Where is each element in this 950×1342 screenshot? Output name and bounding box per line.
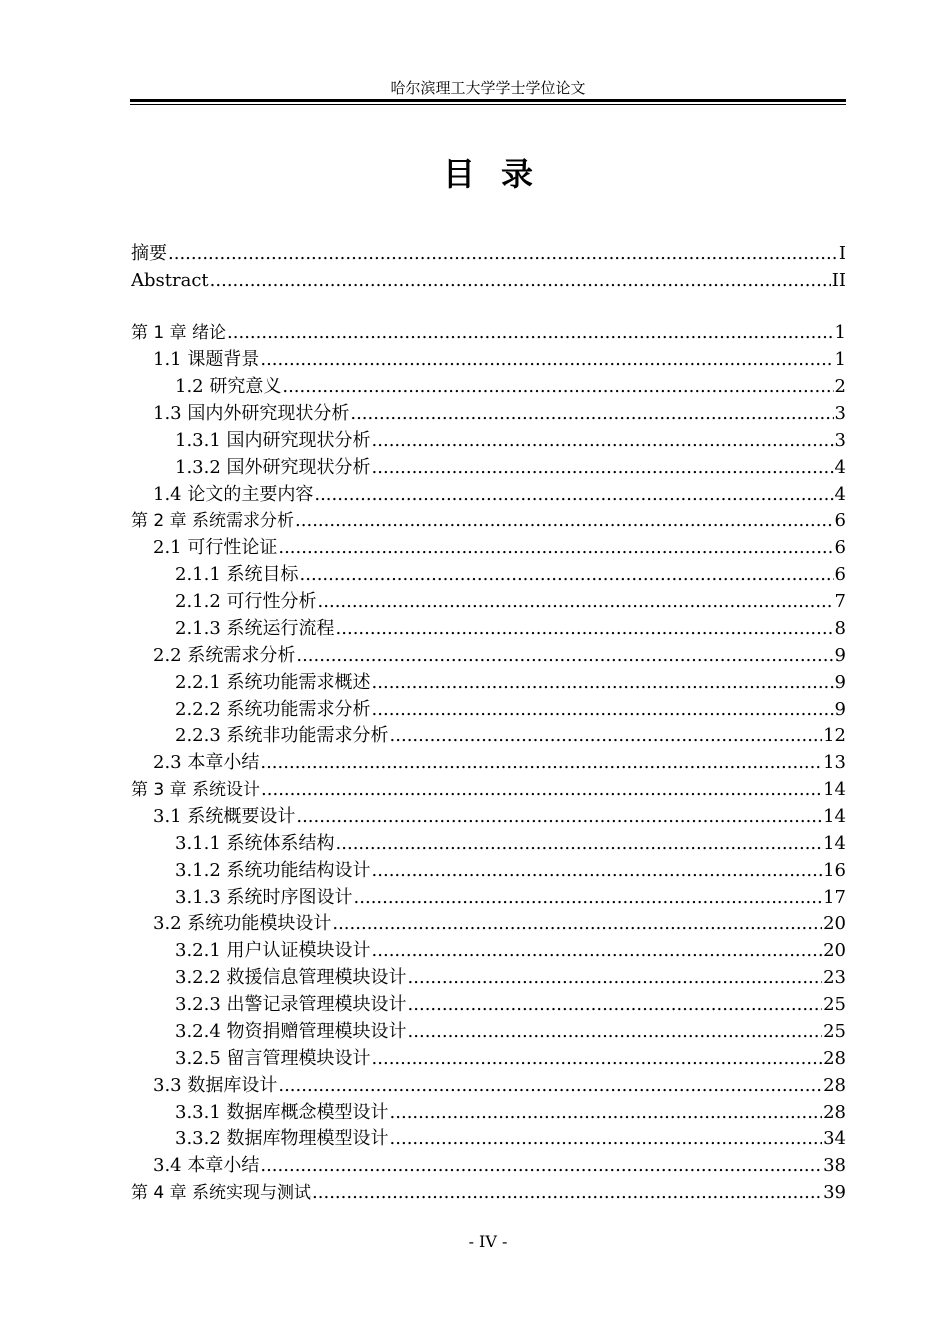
toc-entry-label: 3.2.5 留言管理模块设计 (175, 1048, 371, 1069)
toc-entry-label: 3.2 系统功能模块设计 (153, 913, 332, 934)
header-rule (130, 99, 846, 102)
toc-dot-leader (390, 722, 823, 749)
toc-dot-leader (278, 534, 833, 561)
toc-dot-leader (210, 267, 831, 294)
toc-entry[interactable] (153, 481, 846, 508)
toc-entry[interactable] (175, 964, 846, 991)
toc-dot-leader (372, 1045, 823, 1072)
toc-dot-leader (296, 642, 833, 669)
toc-dot-leader (390, 1125, 823, 1152)
toc-dot-leader (408, 991, 823, 1018)
toc-entry-page: 6 (834, 564, 846, 585)
toc-entry[interactable] (131, 776, 846, 803)
toc-entry-label: 3.2.3 出警记录管理模块设计 (175, 994, 407, 1015)
toc-entry-label: 1.1 课题背景 (153, 349, 260, 370)
toc-entry-page: 28 (823, 1075, 846, 1096)
toc-entry[interactable] (175, 1125, 846, 1152)
toc-dot-leader (300, 561, 834, 588)
toc-entry[interactable] (175, 454, 846, 481)
toc-entry-label: 摘要 (131, 243, 167, 264)
toc-entry-label: 2.3 本章小结 (153, 752, 260, 773)
toc-entry-label: 3.2.2 救援信息管理模块设计 (175, 967, 407, 988)
toc-entry-page: 8 (834, 618, 846, 639)
toc-entry-page: I (838, 243, 846, 264)
toc-entry[interactable] (153, 803, 846, 830)
toc-entry-label: 3.2.4 物资捐赠管理模块设计 (175, 1021, 407, 1042)
toc-entry-label: 第 3 章 系统设计 (131, 780, 261, 800)
toc-dot-leader (408, 1018, 823, 1045)
toc-entry[interactable] (153, 642, 846, 669)
toc-entry[interactable] (153, 1152, 846, 1179)
toc-dot-leader (372, 669, 834, 696)
toc-entry-page: 14 (823, 806, 846, 827)
toc-dot-leader (336, 615, 834, 642)
toc-entry-page: 25 (823, 994, 846, 1015)
toc-entry-page: 20 (823, 913, 846, 934)
toc-entry-page: 6 (834, 537, 846, 558)
toc-entry-label: 1.2 研究意义 (175, 376, 282, 397)
toc-entry-page: 9 (834, 699, 846, 720)
toc-entry[interactable] (175, 857, 846, 884)
toc-dot-leader (260, 1152, 822, 1179)
toc-dot-leader (372, 427, 834, 454)
toc-dot-leader (390, 1099, 823, 1126)
toc-entry-page: 17 (823, 887, 846, 908)
toc-entry-page: 7 (834, 591, 846, 612)
toc-entry-page: 1 (834, 349, 846, 370)
toc-entry[interactable] (153, 534, 846, 561)
toc-dot-leader (227, 319, 834, 346)
toc-dot-leader (350, 400, 833, 427)
toc-entry-page: 2 (834, 376, 846, 397)
toc-dot-leader (336, 830, 823, 857)
toc-entry-label: 3.3 数据库设计 (153, 1075, 278, 1096)
toc-dot-leader (260, 749, 822, 776)
toc-entry-page: 3 (834, 430, 846, 451)
toc-entry[interactable] (175, 937, 846, 964)
toc-entry-label: 3.4 本章小结 (153, 1155, 260, 1176)
toc-dot-leader (318, 588, 834, 615)
toc-entry[interactable] (175, 696, 846, 723)
toc-dot-leader (372, 454, 834, 481)
toc-entry-label: 2.1.1 系统目标 (175, 564, 299, 585)
toc-entry-page: 6 (834, 510, 846, 531)
header-title: 哈尔滨理工大学学士学位论文 (390, 79, 586, 97)
header-rule-thin (130, 104, 846, 105)
toc-entry-label: 1.4 论文的主要内容 (153, 484, 314, 505)
toc-entry[interactable] (175, 588, 846, 615)
toc-dot-leader (282, 373, 833, 400)
toc-entry-page: 14 (823, 833, 846, 854)
toc-entry-label: 2.1 可行性论证 (153, 537, 278, 558)
toc-entry-label: 第 4 章 系统实现与测试 (131, 1183, 312, 1203)
toc-entry[interactable] (175, 991, 846, 1018)
toc-entry[interactable] (175, 669, 846, 696)
page-title: 目录 (442, 155, 559, 193)
toc-entry-page: 4 (834, 484, 846, 505)
toc-entry-label: 3.1.1 系统体系结构 (175, 833, 335, 854)
toc-entry-label: 3.3.2 数据库物理模型设计 (175, 1128, 389, 1149)
toc-entry[interactable] (153, 346, 846, 373)
toc-entry-page: 23 (823, 967, 846, 988)
toc-entry[interactable] (131, 240, 846, 267)
toc-entry-page: 12 (823, 725, 846, 746)
toc-entry[interactable] (153, 910, 846, 937)
toc-entry[interactable] (153, 749, 846, 776)
toc-entry-label: 第 1 章 绪论 (131, 323, 227, 343)
toc-dot-leader (314, 481, 833, 508)
toc-entry[interactable] (175, 615, 846, 642)
toc-entry-label: 2.2.1 系统功能需求概述 (175, 672, 371, 693)
toc-entry-page: 25 (823, 1021, 846, 1042)
toc-entry-label: 2.2 系统需求分析 (153, 645, 296, 666)
toc-entry-page: 39 (823, 1182, 846, 1203)
toc-entry-label: 3.1 系统概要设计 (153, 806, 296, 827)
toc-entry-page: 9 (834, 672, 846, 693)
toc-entry[interactable] (175, 884, 846, 911)
toc-entry-page: 13 (823, 752, 846, 773)
toc-dot-leader (372, 937, 823, 964)
toc-entry[interactable] (175, 1018, 846, 1045)
page-number: - IV - (468, 1232, 508, 1251)
toc-entry-label: 3.1.3 系统时序图设计 (175, 887, 353, 908)
toc-entry-label: 1.3.1 国内研究现状分析 (175, 430, 371, 451)
toc-entry-label: 1.3.2 国外研究现状分析 (175, 457, 371, 478)
toc-dot-leader (260, 346, 833, 373)
toc-entry[interactable] (131, 507, 846, 534)
toc-dot-leader (168, 240, 838, 267)
toc-entry[interactable] (175, 830, 846, 857)
toc-entry[interactable] (175, 1045, 846, 1072)
toc-entry[interactable] (131, 267, 846, 294)
toc-entry-page: 34 (823, 1128, 846, 1149)
toc-entry-page: 4 (834, 457, 846, 478)
toc-entry-label: 1.3 国内外研究现状分析 (153, 403, 350, 424)
toc-dot-leader (372, 696, 834, 723)
toc-entry[interactable] (175, 1099, 846, 1126)
toc-entry[interactable] (175, 427, 846, 454)
toc-dot-leader (354, 884, 823, 911)
toc-dot-leader (408, 964, 823, 991)
toc-entry-label: 3.1.2 系统功能结构设计 (175, 860, 371, 881)
toc-dot-leader (312, 1179, 822, 1206)
toc-dot-leader (372, 857, 823, 884)
toc-entry-page: 16 (823, 860, 846, 881)
toc-entry-page: 1 (834, 322, 846, 343)
toc-entry-page: 38 (823, 1155, 846, 1176)
toc-entry-label: 3.2.1 用户认证模块设计 (175, 940, 371, 961)
toc-entry-page: 20 (823, 940, 846, 961)
toc-dot-leader (261, 776, 822, 803)
toc-entry-label: Abstract (131, 270, 209, 291)
toc-entry[interactable] (153, 1072, 846, 1099)
toc-entry-page: 14 (823, 779, 846, 800)
toc-entry-label: 2.2.3 系统非功能需求分析 (175, 725, 389, 746)
toc-entry[interactable] (175, 561, 846, 588)
toc-entry-page: 28 (823, 1102, 846, 1123)
toc-entry-page: 3 (834, 403, 846, 424)
toc-dot-leader (278, 1072, 822, 1099)
toc-entry-page: 9 (834, 645, 846, 666)
toc-entry[interactable] (131, 1179, 846, 1206)
toc-entry[interactable] (153, 400, 846, 427)
toc-dot-leader (296, 803, 822, 830)
toc-entry[interactable] (175, 373, 846, 400)
toc-dot-leader (295, 507, 834, 534)
toc-entry[interactable] (175, 722, 846, 749)
toc-entry-page: 28 (823, 1048, 846, 1069)
toc-entry[interactable] (131, 319, 846, 346)
toc-entry-label: 第 2 章 系统需求分析 (131, 511, 295, 531)
toc-entry-label: 2.2.2 系统功能需求分析 (175, 699, 371, 720)
toc-entry-label: 2.1.3 系统运行流程 (175, 618, 335, 639)
toc-entry-page: II (831, 270, 846, 291)
toc-entry-label: 2.1.2 可行性分析 (175, 591, 317, 612)
toc-entry-label: 3.3.1 数据库概念模型设计 (175, 1102, 389, 1123)
toc-dot-leader (332, 910, 822, 937)
